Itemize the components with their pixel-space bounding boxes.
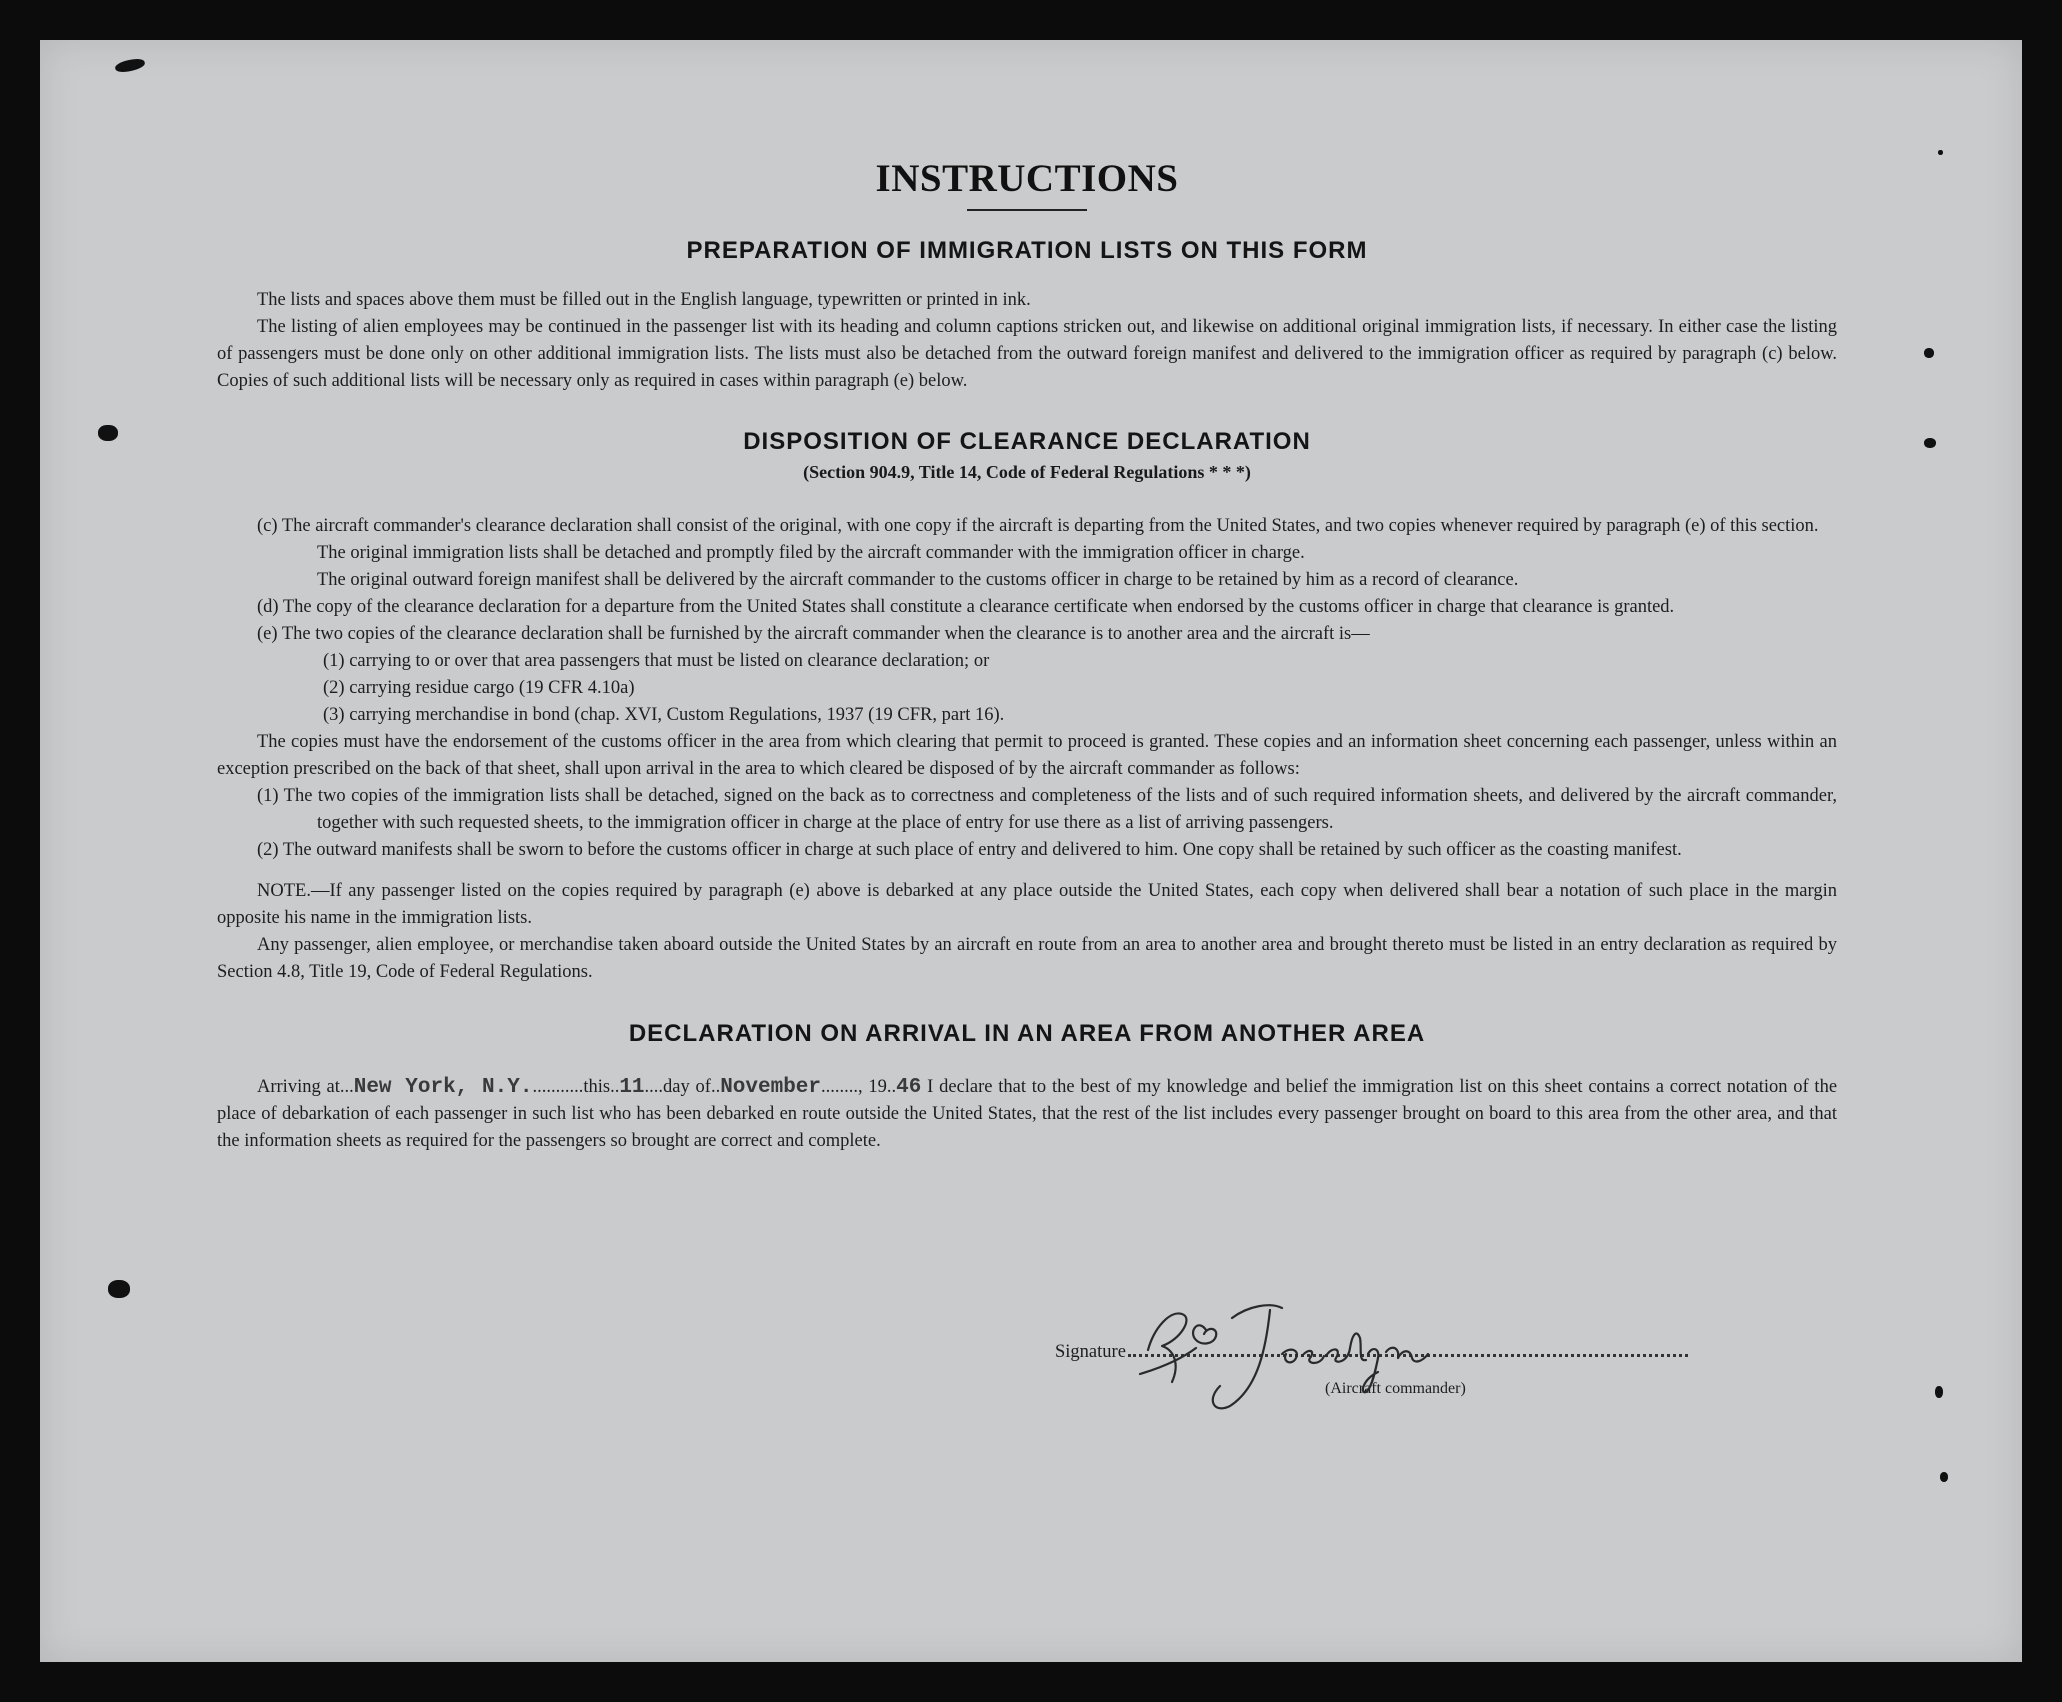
paragraph-alien-employees: The listing of alien employees may be continued in the passenger list with its heading and column captions stricken out, and likewise on additional original immigration lists, if necessary. In either case the listing of passengers must be done only on other additional immigration lists. The lists must also be detached from the outward foreign manifest and delivered to the immigration officer as required by paragraph (c) below. Copies of such additional lists will be necessary only as required in cases within paragraph (e) below. xyxy=(217,317,1837,391)
section-heading-disposition: DISPOSITION OF CLEARANCE DECLARATION xyxy=(743,428,1311,455)
scan-speck xyxy=(98,425,118,441)
day-of-label: day of xyxy=(663,1077,711,1097)
scan-speck xyxy=(1924,348,1934,358)
paragraph-e-3: (3) carrying merchandise in bond (chap. XVI, Custom Regulations, 1937 (19 CFR, part 16). xyxy=(323,705,1005,725)
paragraph-c-outward-manifest: The original outward foreign manifest shall be delivered by the aircraft commander to the customs officer in charge to be retained by him as a record of clearance. xyxy=(317,570,1519,590)
paragraph-e-2: (2) carrying residue cargo (19 CFR 4.10a) xyxy=(323,678,635,698)
handwritten-signature xyxy=(1110,1288,1480,1418)
paragraph-english-language: The lists and spaces above them must be filled out in the English language, typewritten or printed in ink. xyxy=(257,290,1031,310)
scan-speck xyxy=(1938,150,1943,155)
scan-speck xyxy=(1924,438,1936,448)
arrival-place-field: New York, N.Y. xyxy=(353,1076,533,1099)
signature-label: Signature xyxy=(1055,1342,1126,1362)
paragraph-e: (e) The two copies of the clearance declaration shall be furnished by the aircraft commander when the clearance is to another area and the aircraft is— xyxy=(257,624,1370,644)
arrival-year-field: 46 xyxy=(896,1076,922,1099)
instructions-content xyxy=(217,110,1837,1155)
scan-speck xyxy=(1940,1472,1948,1482)
this-label: this xyxy=(583,1077,611,1097)
paragraph-copies-endorsement: The copies must have the endorsement of the customs officer in the area from which clearing that permit to proceed is granted. These copies and an information sheet concerning each passenger, unless within an exception prescribed on the back of that sheet, shall upon arrival in the area to which cleared be disposed of by the aircraft commander as follows: xyxy=(217,732,1837,779)
paragraph-note: NOTE.—If any passenger listed on the copies required by paragraph (e) above is debarked at any place outside the United States, each copy when delivered shall bear a notation of such place in the margin opposite his name in the immigration lists. xyxy=(217,881,1837,928)
paragraph-arrival-2: (2) The outward manifests shall be sworn to before the customs officer in charge at such place of entry and delivered to him. One copy shall be retained by such officer as the coasting manifest. xyxy=(257,840,1682,860)
paragraph-any-passenger: Any passenger, alien employee, or merchandise taken aboard outside the United States by an aircraft en route from an area to another area and brought thereto must be listed in an entry declaration as required by Section 4.8, Title 19, Code of Federal Regulations. xyxy=(217,935,1837,982)
scan-speck xyxy=(1935,1386,1943,1398)
scan-speck xyxy=(108,1280,130,1298)
arrival-month-field: November xyxy=(720,1076,822,1099)
paragraph-c: (c) The aircraft commander's clearance declaration shall consist of the original, with one copy if the aircraft is departing from the United States, and two copies whenever required by paragraph (e) of this section. xyxy=(257,516,1819,536)
document-sheet xyxy=(40,40,2022,1662)
title-underline xyxy=(967,209,1087,211)
arrival-day-field: 11 xyxy=(619,1076,645,1099)
paragraph-arrival-1: (1) The two copies of the immigration lists shall be detached, signed on the back as to correctness and completeness of the lists and of such required information sheets, and delivered by the aircraft commander, together with such requested sheets, to the immigration officer in charge at the place of entry for use there as a list of arriving passengers. xyxy=(257,786,1837,833)
signature-caption: (Aircraft commander) xyxy=(1325,1380,1466,1397)
scan-speck xyxy=(114,57,146,74)
section-heading-preparation: PREPARATION OF IMMIGRATION LISTS ON THIS FORM xyxy=(686,237,1368,264)
declaration-text: I declare that to the best of my knowledge and belief the immigration list on this sheet contains a correct notation of the place of debarkation of each passenger in such list who has been debarked en route outside the United States, that the rest of the list includes every passenger brought on board to this area from the other area, and that the information sheets as required for the passengers so brought are correct and complete. xyxy=(217,1077,1838,1151)
paragraph-e-1: (1) carrying to or over that area passengers that must be listed on clearance declaration; or xyxy=(323,651,990,671)
declaration-paragraph: Arriving at...New York, N.Y............this..11....day of..November........, 19..46 I declare that to the best of my knowledge and belief the immigration list on this sheet contains a correct notation of the place of debarkation of each passenger in such list who has been debarked en route outside the United States, that the rest of the list includes every passenger brought on board to this area from the other area, and that the information sheets as required for the passengers so brought are correct and complete. xyxy=(217,1076,1838,1151)
paragraph-c-original-lists: The original immigration lists shall be detached and promptly filed by the aircraft commander with the immigration officer in charge. xyxy=(317,543,1305,563)
arriving-at-label: Arriving at xyxy=(257,1077,340,1097)
year-prefix-label: 19 xyxy=(868,1077,887,1097)
section-citation: (Section 904.9, Title 14, Code of Federal Regulations * * *) xyxy=(803,462,1251,482)
page-title: INSTRUCTIONS xyxy=(875,157,1179,200)
paragraph-d: (d) The copy of the clearance declaration for a departure from the United States shall constitute a clearance certificate when endorsed by the customs officer in charge that clearance is granted. xyxy=(257,597,1675,617)
section-heading-declaration: DECLARATION ON ARRIVAL IN AN AREA FROM ANOTHER AREA xyxy=(628,1020,1426,1047)
